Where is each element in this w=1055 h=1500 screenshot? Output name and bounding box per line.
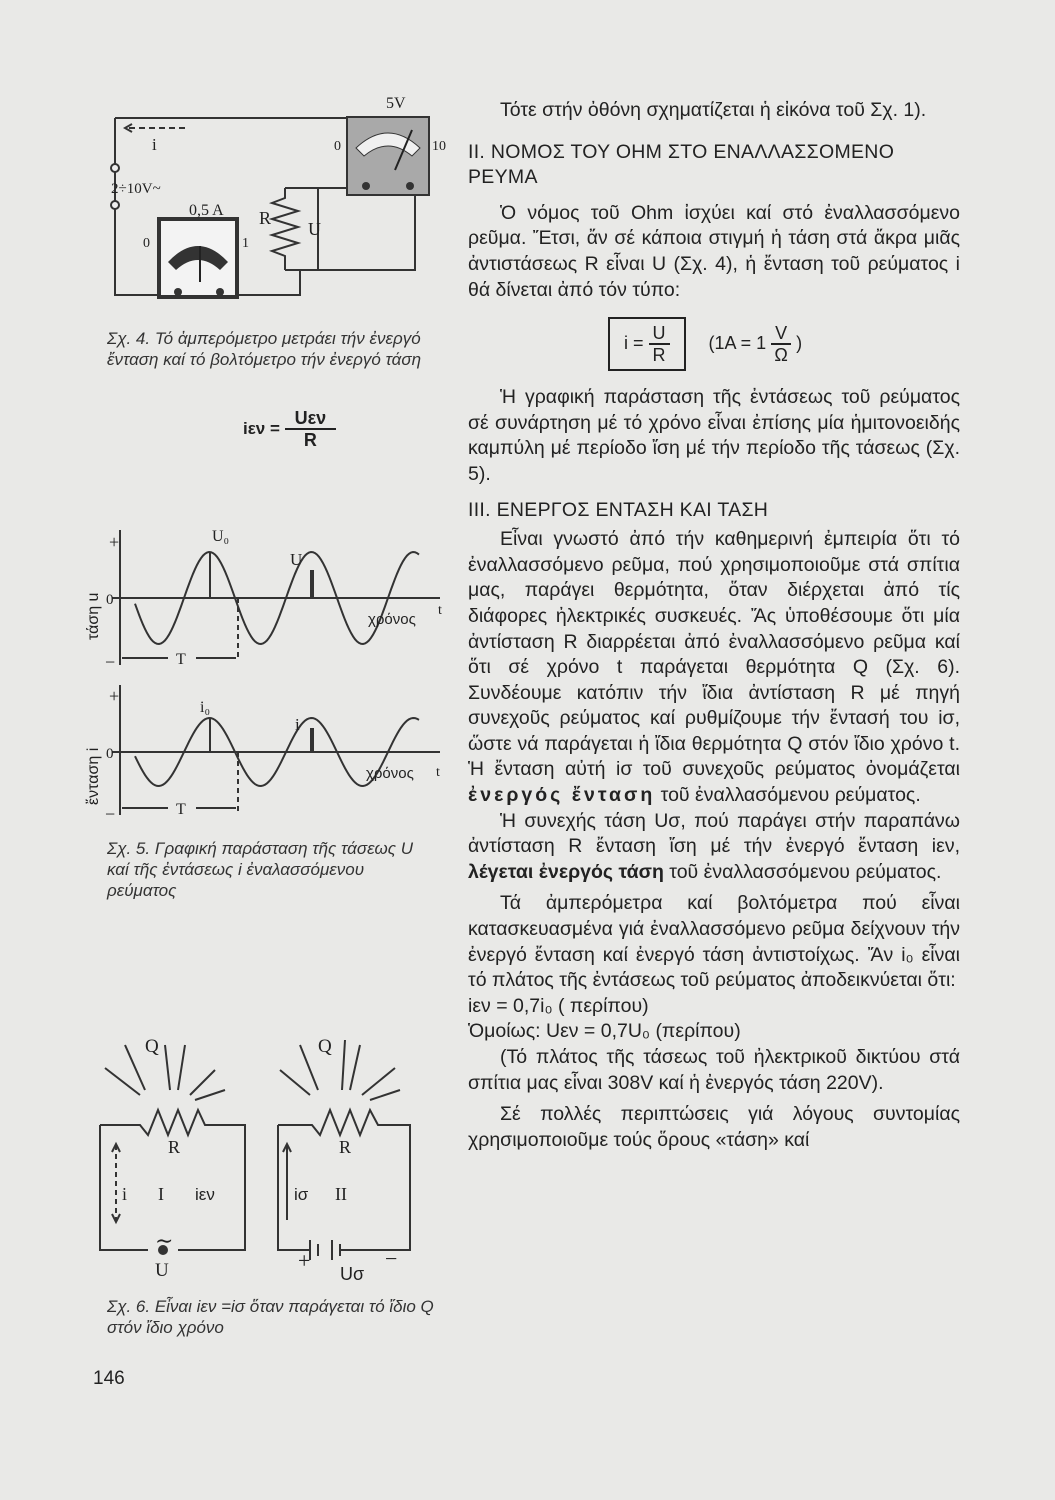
- equation-2: Ὁμοίως: Uεν = 0,7U₀ (περίπου): [468, 1020, 741, 1043]
- fig6-R-dc: R: [339, 1137, 352, 1157]
- paragraph-5-text: Ἡ συνεχής τάση Uσ, πού παράγει στήν παραπάνω ἀντίσταση R ἔνταση ἴση μέ τήν ἐνεργό ἔνταση iεν,: [468, 809, 960, 858]
- fig5-t-top: t: [438, 603, 442, 618]
- unit-den: Ω: [774, 345, 788, 366]
- paragraph-3: Ἡ γραφική παράσταση τῆς ἐντάσεως τοῦ ρεύματος σέ συνάρτηση μέ τό χρόνο εἶναι ἐπίσης μία ἡμιτονοειδής καμπύλη μέ περίοδο ἴση μέ τήν περίοδο τῆς τάσεως (Σχ. 5).: [468, 386, 960, 485]
- fig6-roman2: II: [335, 1184, 347, 1204]
- fig6-Usigma: Uσ: [340, 1264, 365, 1284]
- fig5-top-curve: U: [290, 550, 303, 569]
- ohm-lhs: i =: [624, 333, 644, 354]
- voltmeter-icon: [347, 117, 429, 195]
- fig6-roman1: I: [158, 1184, 164, 1204]
- fig6-U: U: [155, 1260, 169, 1281]
- fig5-time-top: χρόνος: [368, 611, 416, 628]
- unit-rhs: ): [796, 333, 803, 354]
- fig4-formula: [243, 408, 336, 450]
- fig5-caption: Σχ. 5. Γραφική παράσταση τῆς τάσεως U καί τῆς ἐντάσεως i ἐναλασσόμενου ρεύματος: [107, 839, 414, 900]
- fig5-bottom-curve: i: [295, 715, 300, 734]
- fig6-plus: +: [298, 1248, 311, 1273]
- fig6-Q-ac: Q: [145, 1036, 159, 1057]
- fig6-minus: −: [385, 1246, 398, 1271]
- fig5-minus-top: −: [105, 652, 116, 672]
- ohm-formula-box: [608, 317, 686, 371]
- text-column: [468, 98, 960, 1153]
- paragraph-1: Τότε στήν ὀθόνη σχηματίζεται ἡ εἰκόνα τοῦ Σχ. 1).: [500, 99, 927, 121]
- paragraph-4-bold: ἐνεργός ἔνταση: [468, 784, 656, 807]
- paragraph-4-text: Εἶναι γνωστό ἀπό τήν καθημερινή ἐμπειρία ὅτι τό ἐναλλασσόμενο ρεῦμα, πού χρησιμοποιοῦμε στά σπίτια μας, παράγει θερμότητα, ὅταν διέρχεται ἀπό τίς διάφορες ἠλεκτρικές συσκευές. Ἄς ὑποθέσουμε ὅτι μία ἀντίσταση R διαρρέεται ἀπό ἐναλλασσόμενο ρεῦμα καί ὅτι σέ χρόνο t παράγεται θερμότητα Q (Σχ. 6). Συνδέουμε κατόπιν τήν ἴδια ἀντίσταση R μέ πηγή συνεχοῦς ρεύματος καί ρυθμίζουμε τήν ἔντασή του iσ, ὥστε νά παράγεται ἡ ἴδια θερμότητα Q στόν ἴδιο χρόνο t. Ἡ ἔνταση αὐτή iσ τοῦ συνεχοῦς ρεύματος ὀνομάζεται: [468, 528, 960, 781]
- fig5-minus-bottom: −: [105, 804, 116, 824]
- paragraph-2: Ὁ νόμος τοῦ Ohm ἰσχύει καί στό ἐναλλασσόμενο ρεῦμα. Ἔτσι, ἄν σέ κάποια στιγμή ἡ τάση στά ἄκρα μιᾶς ἀντιστάσεως R εἶναι U (Σχ. 4), ἡ ἔνταση τοῦ ρεύματος i θά δίνεται ἀπό τόν τύπο:: [468, 201, 960, 301]
- heading-2-line-1: II. ΝΟΜΟΣ ΤΟΥ ΟΗΜ ΣΤΟ ΕΝΑΛΛΑΣΣΟΜΕΝΟ: [468, 140, 895, 163]
- unit-lhs: (1A = 1: [708, 333, 767, 354]
- paragraph-6: Τά ἀμπερόμετρα καί βολτόμετρα πού εἶναι κατασκευασμένα γιά ἐναλλασσόμενο ρεῦμα δείχνουν τήν ἐνεργό ἔνταση καί ἐνεργό τάση ἀντιστοίχως. Ἄν i₀ εἶναι τό πλάτος τῆς ἐντάσεως τοῦ ρεύματος ἀποδεικνύεται ὅτι:: [468, 892, 960, 992]
- fig4-ammeter-range: 0,5 A: [189, 202, 224, 219]
- fig4-label-i: i: [152, 135, 157, 154]
- fig4-label-R: R: [259, 208, 272, 228]
- fig5-top-axis-label: τάση u: [85, 592, 102, 640]
- fig4-ammeter-one: 1: [242, 236, 249, 251]
- fig5-period-bottom: T: [176, 801, 186, 818]
- fig4-voltmeter-ten: 10: [432, 139, 446, 154]
- fig6-Q-dc: Q: [318, 1036, 332, 1057]
- paragraph-5: [468, 809, 960, 886]
- fig5-bottom-peak: i₀: [200, 699, 211, 716]
- paragraph-7: (Τό πλάτος τῆς τάσεως τοῦ ἠλεκτρικοῦ δικτύου στά σπίτια μας εἶναι 308V καί ἡ ἐνεργός τάση 220V).: [468, 1046, 960, 1094]
- page-number: 146: [93, 1368, 125, 1389]
- paragraph-5-bold: λέγεται ἐνεργός τάση: [468, 860, 664, 883]
- fig6-caption: Σχ. 6. Εἶναι iεν =iσ ὅταν παράγεται τό ἴδιο Q στόν ἴδιο χρόνο: [107, 1297, 434, 1337]
- fig5-top-peak: U₀: [212, 528, 230, 545]
- fig4-formula-lhs: iεν =: [243, 419, 280, 438]
- unit-num: V: [771, 323, 791, 345]
- fig5-plus-bottom: +: [109, 686, 120, 706]
- ohm-frac: [649, 323, 670, 365]
- fig5-plus-top: +: [109, 532, 120, 552]
- fig4-label-source: 2÷10V~: [111, 181, 161, 197]
- fig4-label-U: U: [308, 219, 321, 239]
- ohm-num: U: [649, 323, 670, 345]
- heading-3: III. ΕΝΕΡΓΟΣ ΕΝΤΑΣΗ ΚΑΙ ΤΑΣΗ: [468, 498, 769, 521]
- fig5-period-top: T: [176, 651, 186, 668]
- paragraph-8: Σέ πολλές περιπτώσεις γιά λόγους συντομίας χρησιμοποιοῦμε τούς ὅρους «τάση» καί: [468, 1103, 960, 1151]
- fig5-t-bottom: t: [436, 765, 440, 780]
- fig4-caption: Σχ. 4. Τό ἀμπερόμετρο μετράει τήν ἐνεργό ἔνταση καί τό βολτόμετρο τήν ἐνεργό τάση: [107, 329, 422, 369]
- fig4-voltmeter-range: 5V: [386, 95, 406, 112]
- equation-1: iεν = 0,7i₀ ( περίπου): [468, 994, 649, 1017]
- heading-2-line-2: ΡΕΥΜΑ: [468, 166, 538, 189]
- fig6-ien: iεν: [195, 1185, 215, 1204]
- paragraph-4-end: τοῦ ἐναλλασόμενου ρεύματος.: [660, 784, 921, 807]
- fig4-formula-num: Uεν: [285, 408, 337, 430]
- fig6-isigma: iσ: [294, 1185, 309, 1204]
- ammeter-icon: [160, 220, 236, 296]
- fig5-bottom-axis-label: ἔνταση i: [85, 747, 102, 805]
- fig4-formula-den: R: [303, 430, 317, 450]
- fig5-graph-voltage: [112, 530, 440, 665]
- fig5-zero-bottom: 0: [106, 746, 114, 762]
- ohm-formula: [608, 317, 960, 371]
- fig6-ac-symbol: ∼: [155, 1228, 174, 1253]
- fig6-R-ac: R: [168, 1137, 181, 1157]
- fig5-zero-top: 0: [106, 592, 114, 608]
- fig5-graph-current: [112, 685, 440, 815]
- fig4-ammeter-zero: 0: [143, 236, 150, 251]
- fig5-time-bottom: χρόνος: [366, 765, 414, 782]
- paragraph-4: [468, 527, 960, 809]
- paragraph-5-end: τοῦ ἐναλλασσόμενου ρεύματος.: [669, 860, 942, 883]
- fig4-voltmeter-zero: 0: [334, 139, 341, 154]
- unit-frac: [771, 323, 791, 365]
- fig4-formula-frac: [285, 408, 337, 450]
- fig6-i: i: [122, 1184, 128, 1204]
- ohm-den: R: [652, 345, 666, 366]
